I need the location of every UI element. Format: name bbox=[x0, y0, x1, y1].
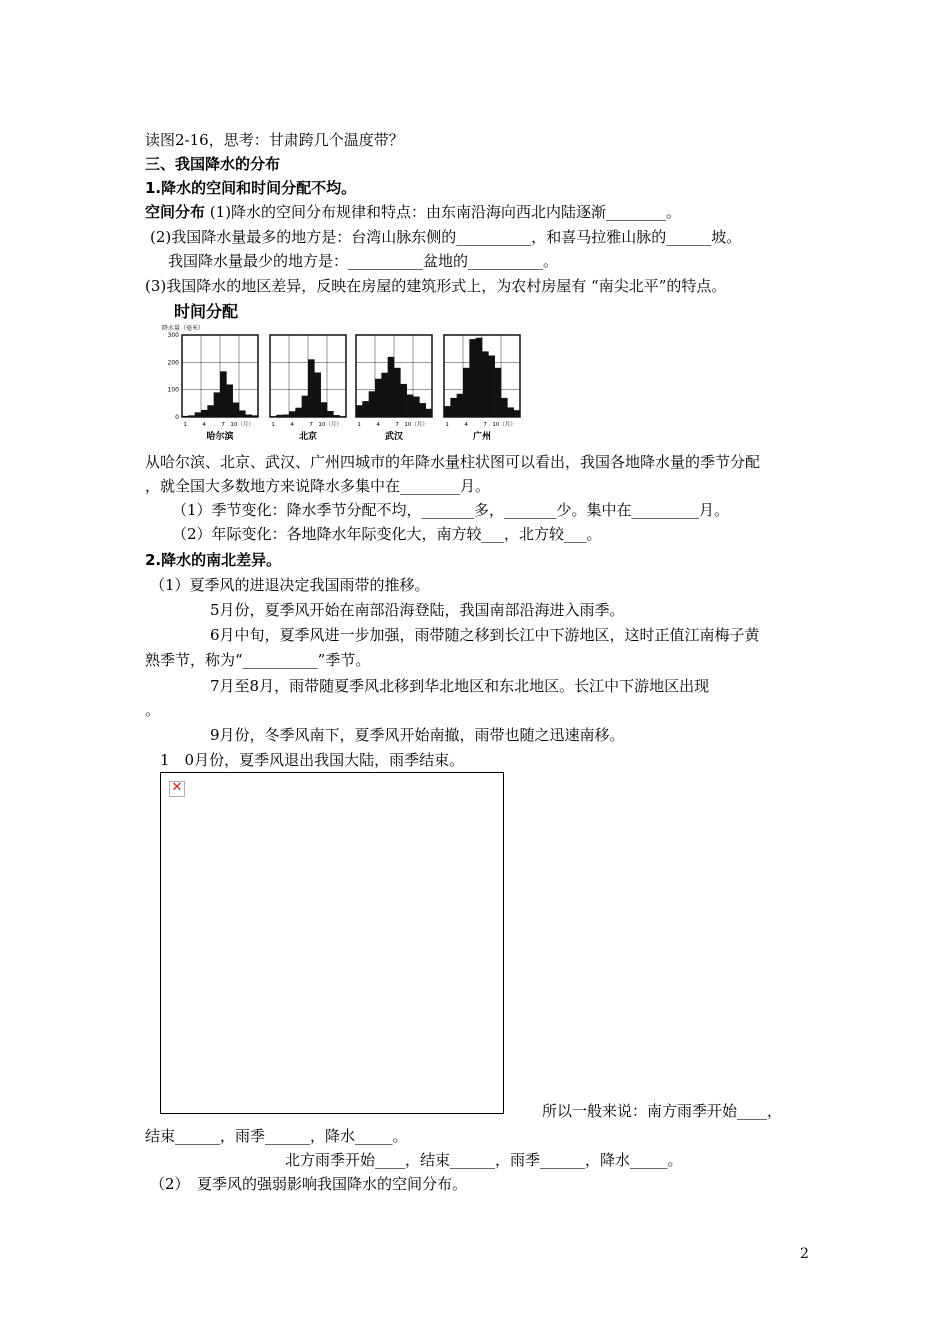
page-number: 2 bbox=[800, 1246, 809, 1262]
x-tick-label: 4 bbox=[202, 422, 206, 428]
bar bbox=[245, 415, 252, 417]
subsection-heading: 1.降水的空间和时间分配不均。 bbox=[145, 179, 357, 197]
bar bbox=[289, 411, 296, 417]
bar bbox=[327, 411, 334, 417]
precipitation-chart bbox=[160, 300, 540, 445]
bar bbox=[195, 412, 202, 417]
text-line: 北方雨季开始____，结束______，雨季______，降水_____。 bbox=[285, 1151, 683, 1169]
x-tick-label: 1 bbox=[357, 422, 361, 428]
text-line: ，就全国大多数地方来说降水多集中在________月。 bbox=[145, 477, 491, 495]
text-line: 所以一般来说：南方雨季开始____， bbox=[542, 1102, 783, 1120]
missing-image-frame bbox=[160, 772, 504, 1114]
text-line: 。 bbox=[145, 701, 161, 719]
text-line: 结束______，雨季______，降水_____。 bbox=[145, 1127, 408, 1145]
x-tick-label: 7 bbox=[309, 422, 313, 428]
bar bbox=[501, 398, 508, 417]
subsection-heading: 2.降水的南北差异。 bbox=[145, 551, 282, 569]
bar bbox=[333, 415, 340, 417]
text-line: 我国降水量最少的地方是：__________盆地的__________。 bbox=[168, 252, 559, 270]
bar bbox=[302, 396, 309, 417]
bar bbox=[283, 415, 290, 417]
bar bbox=[226, 384, 233, 417]
bar bbox=[362, 401, 369, 417]
bar bbox=[507, 407, 514, 417]
text-line bbox=[145, 202, 681, 222]
text-line: 读图2-16，思考：甘肃跨几个温度带？ bbox=[145, 131, 404, 149]
chart-title: 时间分配 bbox=[174, 302, 239, 321]
text-line: (3)我国降水的地区差异，反映在房屋的建筑形式上，为农村房屋有 “南尖北平”的特点。 bbox=[145, 277, 727, 295]
text-line: 从哈尔滨、北京、武汉、广州四城市的年降水量柱状图可以看出，我国各地降水量的季节分配 bbox=[145, 453, 761, 471]
text-line: 5月份，夏季风开始在南部沿海登陆，我国南部沿海进入雨季。 bbox=[210, 601, 625, 619]
bar bbox=[463, 368, 470, 417]
bar bbox=[419, 403, 426, 417]
bar bbox=[457, 394, 464, 417]
bar bbox=[375, 379, 382, 417]
bar bbox=[252, 415, 259, 417]
bar bbox=[182, 416, 189, 417]
bar bbox=[369, 391, 376, 417]
text-line: 熟季节，称为“__________”季节。 bbox=[145, 651, 371, 669]
bar bbox=[469, 339, 476, 417]
x-tick-label: 4 bbox=[376, 422, 380, 428]
text-line: (2)我国降水量最多的地方是：台湾山脉东侧的__________，和喜马拉雅山脉的______坡。 bbox=[150, 228, 742, 246]
bar bbox=[413, 397, 420, 418]
bar bbox=[214, 392, 221, 417]
bar bbox=[400, 384, 407, 417]
x-tick-label: 10（月） bbox=[404, 422, 428, 428]
bar bbox=[381, 373, 388, 417]
bar bbox=[308, 359, 315, 417]
bar bbox=[407, 395, 414, 417]
y-tick-label: 200 bbox=[167, 359, 179, 367]
x-tick-label: 7 bbox=[395, 422, 399, 428]
bar bbox=[314, 372, 321, 417]
text-line: 9月份，冬季风南下，夏季风开始南撤，雨带也随之迅速南移。 bbox=[210, 726, 625, 744]
bar bbox=[233, 403, 240, 417]
label-spatial: 空间分布 bbox=[145, 203, 206, 221]
text-line: （1）夏季风的进退决定我国雨带的推移。 bbox=[150, 576, 430, 594]
bar bbox=[188, 415, 195, 417]
x-tick-label: 10（月） bbox=[230, 422, 254, 428]
x-tick-label: 4 bbox=[464, 422, 468, 428]
bar bbox=[239, 410, 246, 417]
chart-ylabel: 降水量（毫米） bbox=[162, 325, 205, 332]
y-tick-label: 0 bbox=[175, 414, 179, 421]
bar bbox=[476, 338, 483, 417]
bar bbox=[276, 415, 283, 417]
bar bbox=[488, 356, 495, 418]
x-tick-label: 10（月） bbox=[492, 422, 516, 428]
text-line: 1 0月份，夏季风退出我国大陆，雨季结束。 bbox=[160, 751, 465, 769]
text-line: （1）季节变化：降水季节分配不均，_______多，_______少。集中在_________月。 bbox=[172, 501, 730, 519]
bar bbox=[340, 416, 347, 417]
y-tick-label: 100 bbox=[167, 386, 179, 394]
y-tick-label: 300 bbox=[167, 332, 179, 339]
bar bbox=[321, 402, 328, 417]
bar bbox=[270, 416, 277, 417]
text-line: （2）年际变化：各地降水年际变化大，南方较___，北方较___。 bbox=[172, 525, 602, 543]
bar bbox=[482, 351, 489, 417]
bar bbox=[388, 357, 395, 417]
bar bbox=[356, 405, 363, 417]
bar bbox=[295, 408, 302, 417]
text-line: （2） 夏季风的强弱影响我国降水的空间分布。 bbox=[150, 1175, 468, 1193]
x-tick-label: 1 bbox=[445, 422, 449, 428]
x-tick-label: 7 bbox=[483, 422, 487, 428]
text-line: 6月中旬，夏季风进一步加强，雨带随之移到长江中下游地区，这时正值江南梅子黄 bbox=[210, 626, 760, 644]
city-label: 武汉 bbox=[384, 432, 404, 442]
bar bbox=[201, 410, 208, 417]
bar bbox=[426, 409, 433, 417]
text-span: (1)降水的空间分布规律和特点：由东南沿海向西北内陆逐渐________。 bbox=[209, 203, 682, 221]
text-line: 7月至8月，雨带随夏季风北移到华北地区和东北地区。长江中下游地区出现 bbox=[210, 677, 710, 695]
bar bbox=[207, 405, 214, 417]
city-label: 哈尔滨 bbox=[206, 432, 234, 442]
x-tick-label: 1 bbox=[183, 422, 187, 428]
x-tick-label: 1 bbox=[271, 422, 275, 428]
bar bbox=[444, 406, 451, 417]
x-tick-label: 7 bbox=[221, 422, 225, 428]
x-tick-label: 10（月） bbox=[318, 422, 342, 428]
section-heading: 三、我国降水的分布 bbox=[145, 155, 281, 173]
bar bbox=[495, 368, 502, 417]
city-label: 北京 bbox=[298, 432, 318, 442]
bar bbox=[220, 371, 227, 417]
bar bbox=[514, 410, 521, 417]
bar bbox=[394, 368, 401, 417]
x-tick-label: 4 bbox=[290, 422, 294, 428]
broken-image-icon: ✕ bbox=[169, 781, 185, 797]
bar bbox=[450, 398, 457, 417]
city-label: 广州 bbox=[472, 432, 492, 442]
